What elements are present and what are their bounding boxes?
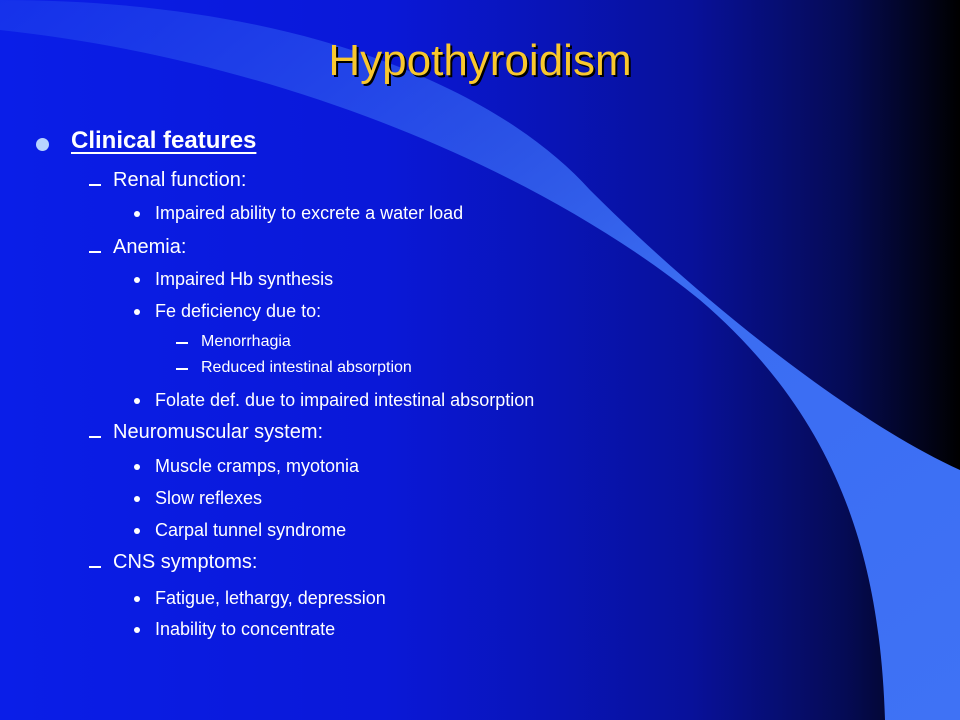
- dash-icon: [89, 436, 101, 438]
- bullet-dot-icon: [134, 528, 140, 534]
- list-item: Slow reflexes: [155, 488, 263, 508]
- list-item: Carpal tunnel syndrome: [155, 520, 347, 540]
- section-label-cns: CNS symptoms:: [113, 551, 258, 573]
- dash-icon: [89, 251, 101, 253]
- dash-icon: [89, 184, 101, 186]
- section-label-anemia: Anemia:: [113, 236, 187, 258]
- sub-list-item: Reduced intestinal absorption: [201, 359, 412, 376]
- bullet-dot-icon: [134, 398, 140, 404]
- bullet-dot-icon: [134, 309, 140, 315]
- bullet-dot-icon: [134, 211, 140, 217]
- list-item: Fe deficiency due to:: [155, 301, 322, 321]
- list-item: Inability to concentrate: [155, 619, 336, 639]
- section-heading: Clinical features: [71, 127, 257, 154]
- dash-icon: [89, 566, 101, 568]
- list-item: Fatigue, lethargy, depression: [155, 588, 386, 608]
- bullet-dot-icon: [134, 627, 140, 633]
- sub-list-item: Menorrhagia: [201, 333, 291, 350]
- slide-title: Hypothyroidism: [328, 36, 632, 85]
- bullet-dot-icon: [134, 464, 140, 470]
- list-item: Impaired Hb synthesis: [155, 269, 334, 289]
- bullet-dot-icon: [134, 596, 140, 602]
- bullet-dot-icon: [134, 496, 140, 502]
- section-label-neuromuscular: Neuromuscular system:: [113, 421, 324, 443]
- dash-icon: [176, 342, 188, 344]
- section-label-renal: Renal function:: [113, 169, 247, 191]
- dash-icon: [176, 368, 188, 370]
- list-item: Muscle cramps, myotonia: [155, 456, 360, 476]
- bullet-dot-icon: [134, 277, 140, 283]
- bullet-dot-icon: [36, 138, 49, 151]
- list-item: Impaired ability to excrete a water load: [155, 203, 464, 223]
- list-item: Folate def. due to impaired intestinal absorption: [155, 390, 535, 410]
